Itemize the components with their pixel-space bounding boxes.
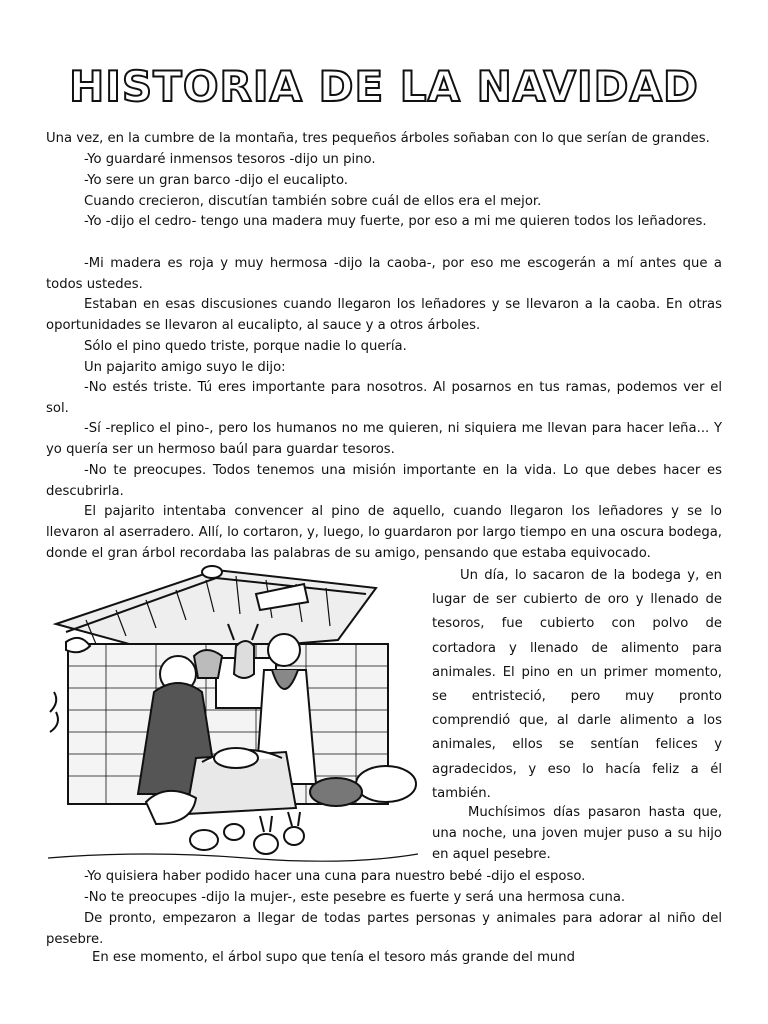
paragraph: -No te preocupes. Todos tenemos una misión importante en la vida. Lo que debes hacer es descubrirla. bbox=[46, 463, 722, 500]
paragraph: Muchísimos días pasaron hasta que, una noche, una joven mujer puso a su hijo en aquel pesebre. bbox=[432, 805, 722, 862]
paragraph: Un pajarito amigo suyo le dijo: bbox=[84, 360, 286, 375]
paragraph: -Yo quisiera haber podido hacer una cuna para nuestro bebé -dijo el esposo. bbox=[84, 869, 586, 884]
paragraph: -Sí -replico el pino-, pero los humanos no me quieren, ni siquiera me llevan para hacer leña... Y yo quería ser un hermoso baúl para guardar tesoros. bbox=[46, 421, 722, 458]
paragraph: En ese momento, el árbol supo que tenía el tesoro más grande del mund bbox=[92, 950, 576, 965]
paragraph: Cuando crecieron, discutían también sobre cuál de ellos era el mejor. bbox=[84, 194, 542, 209]
page-title: HISTORIA DE LA NAVIDAD bbox=[69, 62, 699, 111]
nativity-illustration bbox=[46, 562, 418, 864]
paragraph: Sólo el pino quedo triste, porque nadie lo quería. bbox=[84, 339, 407, 354]
paragraph: El pajarito intentaba convencer al pino de aquello, cuando llegaron los leñadores y se lo llevaron al aserradero. Allí, lo cortaron, y, luego, lo guardaron por largo tiempo en una oscura bodega, donde el gran árbol recordaba las palabras de su amigo, pensando que estaba equivocado. bbox=[46, 504, 722, 562]
paragraph: -Yo -dijo el cedro- tengo una madera muy fuerte, por eso a mi me quieren todos los leñadores. bbox=[84, 214, 707, 229]
paragraph: -No estés triste. Tú eres importante para nosotros. Al posarnos en tus ramas, podemos ver el sol. bbox=[46, 380, 722, 417]
paragraph: -Yo sere un gran barco -dijo el eucalipto. bbox=[84, 173, 348, 188]
paragraph: -Yo guardaré inmensos tesoros -dijo un pino. bbox=[84, 152, 376, 167]
paragraph: -Mi madera es roja y muy hermosa -dijo la caoba-, por eso me escogerán a mí antes que a todos ustedes. bbox=[46, 256, 722, 293]
paragraph: Estaban en esas discusiones cuando llegaron los leñadores y se llevaron a la caoba. En otras oportunidades se llevaron al eucalipto, al sauce y a otros árboles. bbox=[46, 297, 722, 334]
paragraph: Una vez, en la cumbre de la montaña, tres pequeños árboles soñaban con lo que serían de grandes. bbox=[46, 131, 710, 146]
paragraph: De pronto, empezaron a llegar de todas partes personas y animales para adorar al niño del pesebre. bbox=[46, 911, 722, 948]
paragraph: Un día, lo sacaron de la bodega y, en lugar de ser cubierto de oro y llenado de tesoros, fue cubierto con polvo de cortadora y llenado de alimento para animales. El pino en un primer momento, se entristeció, pero muy pronto comprendió que, al darle alimento a los animales, ellos se sentían felices y agradecidos, y eso lo hacía feliz a él también. bbox=[432, 568, 722, 801]
paragraph: -No te preocupes -dijo la mujer-, este pesebre es fuerte y será una hermosa cuna. bbox=[84, 890, 626, 905]
